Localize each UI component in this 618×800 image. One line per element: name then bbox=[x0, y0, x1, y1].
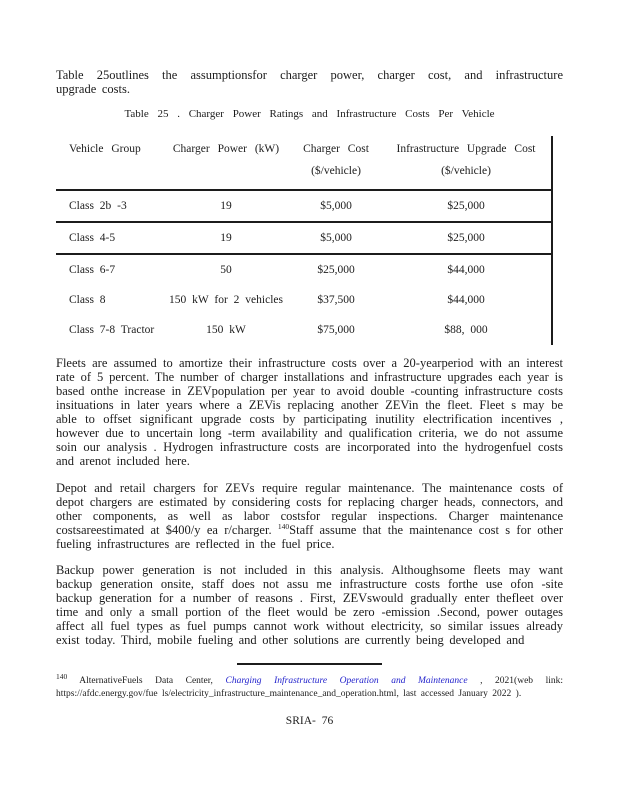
header-unit-label: ($/vehicle) bbox=[441, 165, 491, 177]
charger-cost-table bbox=[56, 136, 553, 345]
table-row bbox=[56, 222, 552, 254]
page-content bbox=[56, 0, 563, 727]
cell-upgrade-cost: $44,000 bbox=[447, 294, 485, 306]
footnote-text-pre: AlternativeFuels Data Center, bbox=[67, 676, 226, 686]
cell-charger-power: 19 bbox=[220, 232, 232, 244]
cell-vehicle-group: Class 2b -3 bbox=[69, 200, 127, 212]
footnote-text-post: , 2021(web link: https://afdc.energy.gov/fue ls/electricity_infrastructure_maintenance_and_operation.html, last accessed January 2022 ). bbox=[56, 676, 563, 699]
cell-charger-power: 150 kW for 2 vehicles bbox=[169, 294, 283, 306]
table-row bbox=[56, 254, 552, 285]
cell-charger-power: 19 bbox=[220, 200, 232, 212]
header-label: Charger Power (kW) bbox=[172, 143, 280, 155]
header-unit-label: ($/vehicle) bbox=[311, 165, 361, 177]
column-header-charger-power bbox=[161, 136, 291, 190]
cell-upgrade-cost: $25,000 bbox=[447, 200, 485, 212]
column-header-vehicle-group bbox=[56, 136, 161, 190]
cell-upgrade-cost: $88, 000 bbox=[444, 324, 488, 336]
cell-upgrade-cost: $44,000 bbox=[447, 264, 485, 276]
cell-charger-cost: $37,500 bbox=[317, 294, 355, 306]
cell-upgrade-cost: $25,000 bbox=[447, 232, 485, 244]
footnote-separator bbox=[237, 663, 382, 665]
table-row bbox=[56, 285, 552, 315]
depot-paragraph bbox=[56, 481, 563, 551]
depot-text-after: Staff assume that the maintenance cost s for other fueling infrastructures are reflected in the fuel price. bbox=[56, 523, 563, 551]
cell-charger-cost: $25,000 bbox=[317, 264, 355, 276]
header-label: Vehicle Group bbox=[69, 143, 141, 155]
cell-vehicle-group: Class 8 bbox=[69, 294, 106, 306]
cell-charger-cost: $75,000 bbox=[317, 324, 355, 336]
cell-charger-power: 150 kW bbox=[206, 324, 246, 336]
header-label: Infrastructure Upgrade Cost bbox=[396, 143, 536, 155]
cell-vehicle-group: Class 4-5 bbox=[69, 232, 116, 244]
footnote-marker: 140 bbox=[56, 671, 68, 681]
cell-charger-cost: $5,000 bbox=[320, 200, 352, 212]
backup-paragraph: Backup power generation is not included in this analysis. Althoughsome fleets may want backup generation onsite, staff does not assu me infrastructure costs forthe use ofon -site backup generation for a number of reasons . First, ZEVswould gradually enter thefleet over time and only a small portion of the fleet would be zero -emission .Second, power outages affect all fuel types as fuel pumps cannot work without electricity, so similar issues already exist today. Third, mobile fueling and other solutions are currently being developed and bbox=[56, 563, 563, 647]
intro-line-1: Table 25outlines the assumptionsfor charger power, charger cost, and infrastructure bbox=[56, 68, 563, 82]
charger-table-body bbox=[56, 190, 552, 345]
header-label: Charger Cost bbox=[303, 143, 369, 155]
column-header-charger-cost bbox=[291, 136, 381, 190]
cell-charger-power: 50 bbox=[220, 264, 232, 276]
table-caption: Table 25 . Charger Power Ratings and Infrastructure Costs Per Vehicle bbox=[124, 108, 495, 120]
depot-text-before: Depot and retail chargers for ZEVs require regular maintenance. The maintenance costs of depot chargers are estimated by considering costs for replacing charger heads, connectors, and other components, as well as labor costsfor regular inspections. Charger maintenance costsareestimated at $400/y ea r/charger. bbox=[56, 481, 563, 537]
intro-line-2: upgrade costs. bbox=[56, 82, 131, 96]
table-header-row bbox=[56, 136, 552, 190]
page-number: SRIA- 76 bbox=[285, 715, 334, 727]
intro-paragraph bbox=[56, 68, 563, 96]
cell-vehicle-group: Class 7-8 Tractor bbox=[69, 324, 155, 336]
footnote-link[interactable]: Charging Infrastructure Operation and Maintenance bbox=[225, 676, 468, 686]
fleets-paragraph: Fleets are assumed to amortize their infrastructure costs over a 20-yearperiod with an interest rate of 5 percent. The number of charger installations and infrastructure upgrades each year is based onthe increase in ZEVpopulation per year to avoid double -counting infrastructure costs insituations in later years where a ZEVis replacing another ZEVin the fleet. Fleet s may be able to offset significant upgrade costs by participating inutility electrification incentives , however due to uncertain long -term availability and qualification criteria, we do not assume soin our analysis . Hydrogen infrastructure costs are incorporated into the hydrogenfuel costs and arenot included here. bbox=[56, 356, 563, 468]
footnote bbox=[56, 671, 563, 701]
table-row bbox=[56, 315, 552, 345]
footnote-reference-140[interactable]: 140 bbox=[277, 521, 290, 531]
column-header-upgrade-cost bbox=[381, 136, 552, 190]
table-header bbox=[56, 136, 552, 190]
table-row bbox=[56, 190, 552, 222]
cell-charger-cost: $5,000 bbox=[320, 232, 352, 244]
cell-vehicle-group: Class 6-7 bbox=[69, 264, 116, 276]
